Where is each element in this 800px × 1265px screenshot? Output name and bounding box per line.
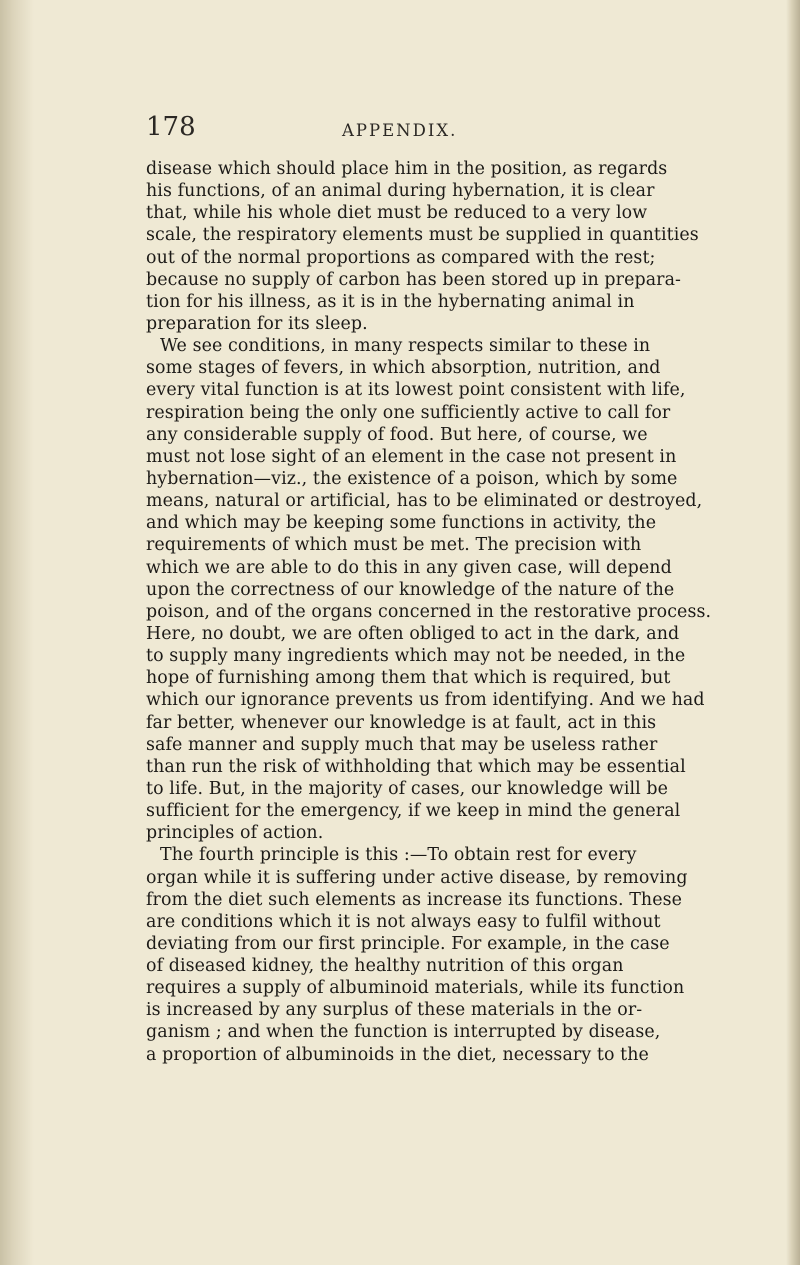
text-line: of diseased kidney, the healthy nutrition of this organ [146,956,624,977]
text-line: tion for his illness, as it is in the hybernating animal in [146,291,635,312]
body-text [146,158,766,1066]
text-line: every vital function is at its lowest point consistent with life, [146,380,686,401]
text-line: to supply many ingredients which may not be needed, in the [146,646,686,667]
text-line: The fourth principle is this :—To obtain rest for every [160,845,637,866]
text-line: disease which should place him in the position, as regards [146,159,668,179]
text-line: principles of action. [146,823,324,844]
page-edge-shadow [786,0,800,1265]
text-line: any considerable supply of food. But here, of course, we [146,424,648,445]
text-line: a proportion of albuminoids in the diet, necessary to the [146,1044,649,1065]
text-line: than run the risk of withholding that which may be essential [146,756,686,777]
text-line: that, while his whole diet must be reduced to a very low [146,203,648,224]
text-line: some stages of fevers, in which absorption, nutrition, and [146,358,661,379]
text-line: upon the correctness of our knowledge of the nature of the [146,579,675,600]
text-line: which we are able to do this in any given case, will depend [146,557,672,578]
text-line: hope of furnishing among them that which is required, but [146,668,671,689]
text-line: to life. But, in the majority of cases, our knowledge will be [146,778,669,799]
text-line: are conditions which it is not always easy to fulfil without [146,911,661,932]
text-line: respiration being the only one sufficiently active to call for [146,402,671,423]
running-head: APPENDIX. [342,121,458,140]
text-line: is increased by any surplus of these materials in the or- [146,1000,643,1021]
text-line: preparation for its sleep. [146,313,368,334]
text-line: poison, and of the organs concerned in the restorative process. [146,601,712,622]
text-line: deviating from our first principle. For example, in the case [146,933,670,954]
text-line: organ while it is suffering under active disease, by removing [146,867,688,888]
page-gutter-shadow [0,0,34,1265]
text-line: hybernation—viz., the existence of a poison, which by some [146,468,678,489]
text-line: sufficient for the emergency, if we keep in mind the general [146,801,681,822]
text-line: and which may be keeping some functions in activity, the [146,513,657,534]
text-line: his functions, of an animal during hybernation, it is clear [146,181,655,202]
text-line: We see conditions, in many respects similar to these in [160,336,651,357]
text-line: far better, whenever our knowledge is at fault, act in this [146,712,657,733]
text-line: out of the normal proportions as compared with the rest; [146,247,656,268]
text-line: which our ignorance prevents us from identifying. And we had [146,690,705,711]
page-number: 178 [146,112,196,142]
text-line: must not lose sight of an element in the case not present in [146,446,677,467]
text-line: ganism ; and when the function is interrupted by disease, [146,1022,661,1043]
text-line: from the diet such elements as increase its functions. These [146,889,683,910]
text-line: safe manner and supply much that may be useless rather [146,734,658,755]
text-line: requires a supply of albuminoid materials, while its function [146,978,685,999]
text-line: means, natural or artificial, has to be eliminated or destroyed, [146,491,703,512]
text-line: because no supply of carbon has been stored up in prepara- [146,269,682,290]
text-line: scale, the respiratory elements must be supplied in quantities [146,225,699,246]
text-line: Here, no doubt, we are often obliged to act in the dark, and [146,623,680,644]
text-line: requirements of which must be met. The precision with [146,535,642,556]
